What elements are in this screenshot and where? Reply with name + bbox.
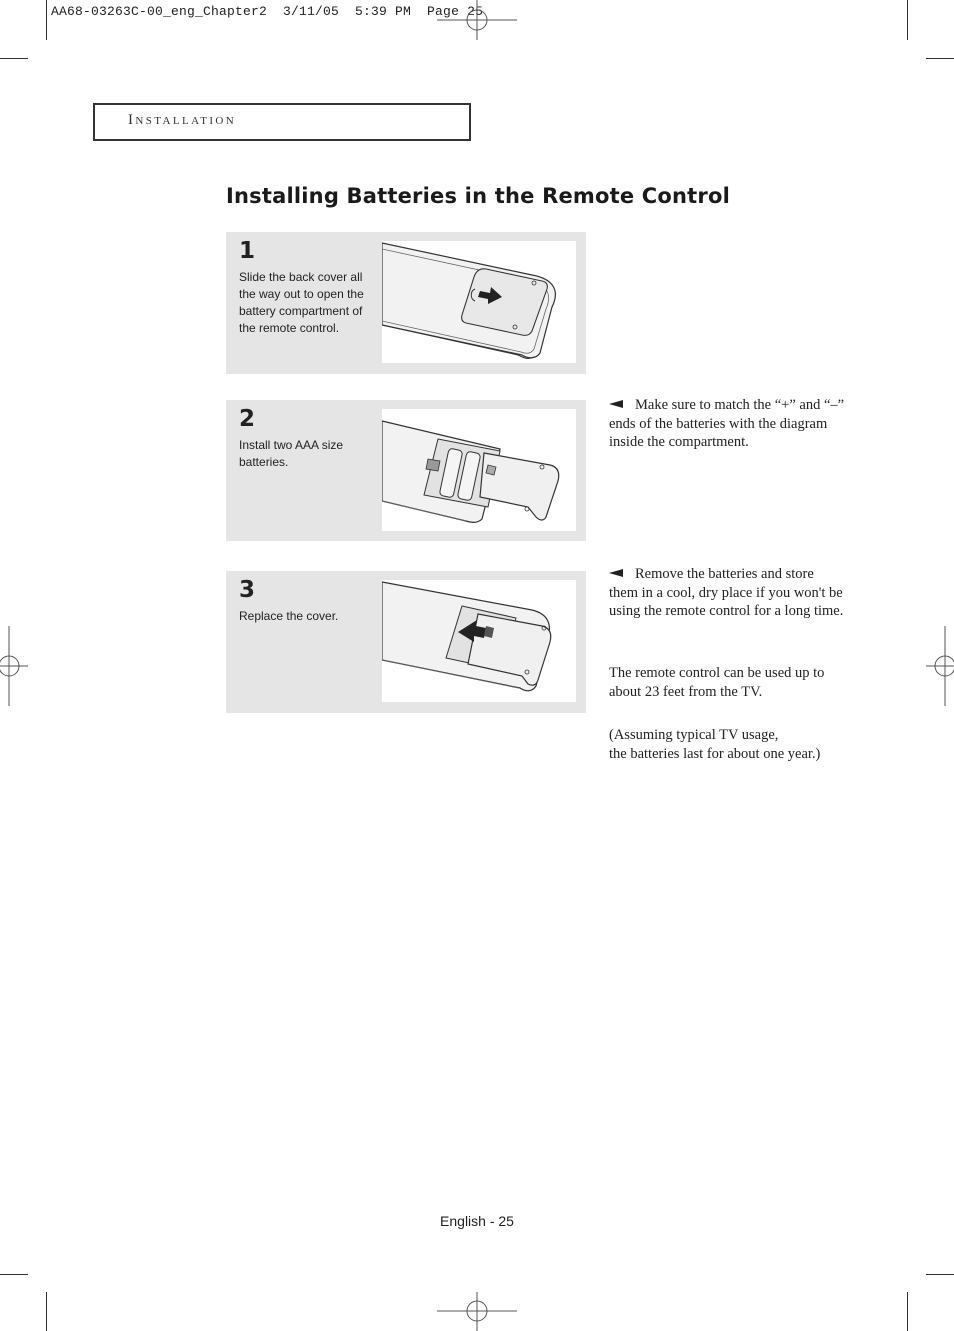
remote-open-cover-illustration bbox=[382, 241, 576, 363]
note-text: Remove the batteries and store them in a cool, dry place if you won't be using the remote control for a long time. bbox=[609, 566, 844, 619]
step-1-panel bbox=[226, 232, 586, 374]
section-label: Installation bbox=[128, 112, 237, 128]
note-text: The remote control can be used up to about 23 feet from the TV. bbox=[609, 665, 825, 700]
note-text-line-1: (Assuming typical TV usage, bbox=[609, 727, 779, 743]
left-triangle-icon bbox=[609, 569, 623, 577]
step-text: Install two AAA size batteries. bbox=[239, 438, 344, 469]
step-3-panel bbox=[226, 571, 586, 713]
note-storage bbox=[609, 565, 845, 621]
step-text: Replace the cover. bbox=[239, 609, 339, 623]
page-footer: English - 25 bbox=[440, 1213, 514, 1229]
remote-batteries-illustration bbox=[382, 409, 576, 531]
registration-mark-left bbox=[0, 626, 28, 706]
note-text-line-2: the batteries last for about one year.) bbox=[609, 745, 821, 762]
note-polarity bbox=[609, 396, 845, 452]
step-number: 1 bbox=[239, 238, 256, 264]
remote-replace-cover-illustration bbox=[382, 580, 576, 702]
page-title: Installing Batteries in the Remote Control bbox=[226, 184, 730, 208]
step-number: 2 bbox=[239, 406, 256, 432]
note-battery-life bbox=[609, 726, 859, 763]
note-text: Make sure to match the “+” and “–” ends of the batteries with the diagram inside the compartment. bbox=[609, 397, 845, 450]
registration-mark-top bbox=[437, 0, 517, 40]
step-number: 3 bbox=[239, 577, 256, 603]
step-text: Slide the back cover all the way out to open the battery compartment of the remote control. bbox=[239, 270, 364, 335]
print-header: AA68-03263C-00_eng_Chapter2 3/11/05 5:39 PM Page 25 bbox=[51, 4, 484, 19]
registration-mark-bottom bbox=[437, 1292, 517, 1331]
step-2-panel bbox=[226, 400, 586, 541]
left-triangle-icon bbox=[609, 400, 623, 408]
note-range bbox=[609, 664, 839, 701]
registration-mark-right bbox=[926, 626, 954, 706]
